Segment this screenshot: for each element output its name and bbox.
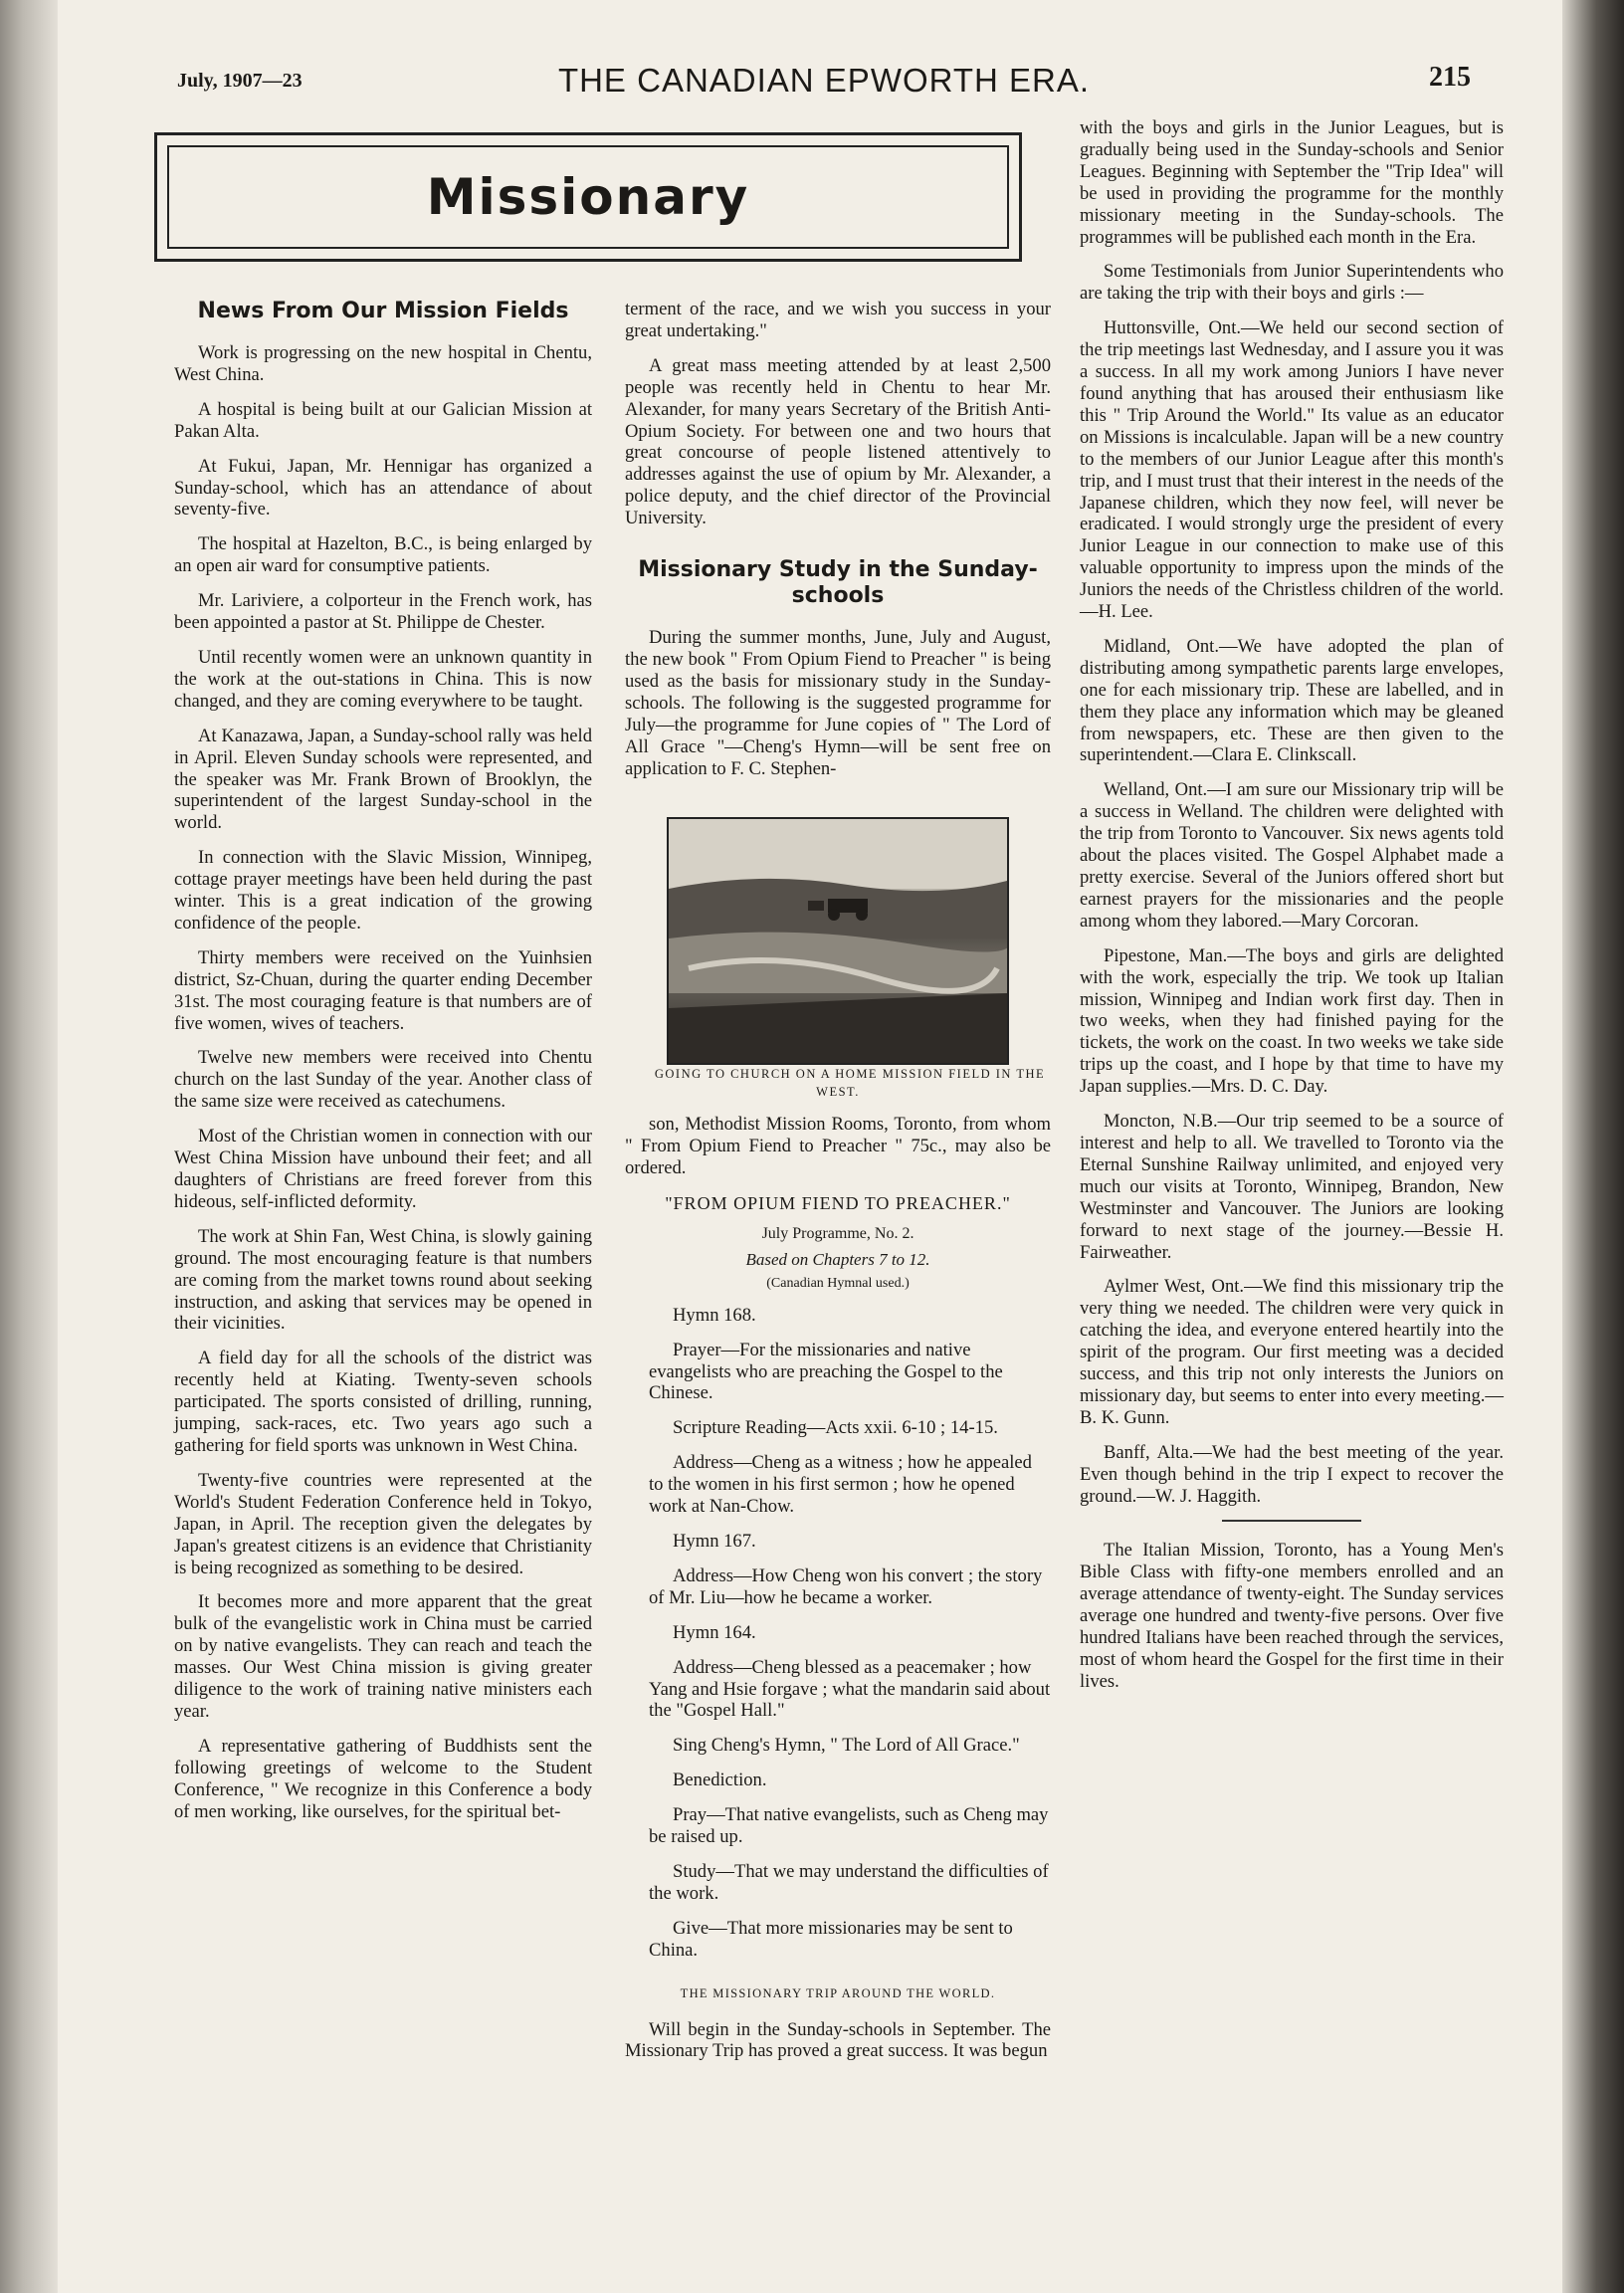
programme-item: Prayer—For the missionaries and native evangelists who are preaching the Gospel to the Chinese. [649, 1339, 1003, 1404]
news-paragraph: A field day for all the schools of the district was recently held at Kiating. Twenty-seven schools participated. The sports consisted of drilling, running, jumping, sack-races, etc. Two years ago such a gathering for field sports was unknown in West China. [174, 1348, 592, 1456]
programme-item: Address—How Cheng won his convert ; the story of Mr. Liu—how he became a worker. [649, 1564, 1043, 1608]
section-banner [154, 132, 1022, 262]
news-paragraph: It becomes more and more apparent that the great bulk of the evangelistic work in China must be carried on by native evangelists. They can reach and teach the masses. Our West China mission is giving greater diligence to the work of training native ministers each year. [174, 1591, 592, 1722]
trip-paragraph: Will begin in the Sunday-schools in September. The Missionary Trip has proved a great success. It was begun [625, 2018, 1051, 2062]
news-paragraph: Thirty members were received on the Yuinhsien district, Sz-Chuan, during the quarter ending December 31st. The most couraging feature is that numbers are of five women, wives of teachers. [174, 946, 592, 1034]
section-divider [1222, 1520, 1361, 1522]
testimonial-paragraph: Moncton, N.B.—Our trip seemed to be a source of interest and help to all. We travelled to Toronto via the Eternal Sunshine Railway unlimited, and enjoyed very much our visits at Toronto, Winnipeg, Brandon, New Westminster and Vancouver. The Juniors are looking forward to next stage of the journey.—Bessie H. Fairweather. [1080, 1111, 1504, 1263]
mass-meeting-paragraph: A great mass meeting attended by at least 2,500 people was recently held in Chentu to hear Mr. Alexander, for many years Secretary of the British Anti-Opium Society. For between one and two hours that great concourse of people listened attentively to addresses against the use of opium by Mr. Alexander, a police deputy, and the chief director of the Provincial University. [625, 354, 1051, 529]
programme-item: Sing Cheng's Hymn, " The Lord of All Grace." [673, 1735, 1020, 1757]
news-paragraph: Until recently women were an unknown quantity in the work at the out-stations in China. This is now changed, and they are coming everywhere to be taught. [174, 646, 592, 712]
news-paragraph: Twelve new members were received into Chentu church on the last Sunday of the year. Another class of the same size were received as catechumens. [174, 1047, 592, 1113]
programme-item: Study—That we may understand the difficulties of the work. [649, 1860, 1049, 1904]
programme-hymnal: (Canadian Hymnal used.) [766, 1275, 910, 1291]
column-2 [625, 299, 1051, 2075]
section-banner-inner [167, 145, 1009, 249]
page-number: 215 [1429, 62, 1471, 93]
news-paragraph: Mr. Lariviere, a colporteur in the French work, has been appointed a pastor at St. Philippe de Chester. [174, 590, 592, 634]
testimonial-paragraph: Banff, Alta.—We had the best meeting of the year. Even though behind in the trip I expect to recover the ground.—W. J. Haggith. [1080, 1441, 1504, 1507]
testimonial-paragraph: Huttonsville, Ont.—We held our second section of the trip meetings last Wednesday, and I assure you it was a success. In all my work among Juniors I have never found anything that has aroused their enthusiasm like this " Trip Around the World." Its value as an educator on Missions is incalculable. Japan will be a new country to the members of our Junior League after this month's trip, and I must trust that their interest in the needs of the Japanese children, which they now feel, will never be eradicated. I would strongly urge the president of every Junior League in our connection to make use of this valuable opportunity to impress upon the minds of the Juniors the needs of the Christless children of the world.—H. Lee. [1080, 317, 1504, 623]
study-heading: Missionary Study in the Sunday-schools [638, 557, 1038, 609]
programme-basis: Based on Chapters 7 to 12. [745, 1249, 930, 1269]
programme-item: Pray—That native evangelists, such as Cheng may be raised up. [649, 1804, 1049, 1848]
column-3 [1080, 117, 1504, 1706]
programme-item: Hymn 164. [673, 1621, 756, 1643]
news-paragraph: Most of the Christian women in connection with our West China Mission have unbound their feet; and all daughters of Christians are freed forever from this hideous, self-inflicted deformity. [174, 1126, 592, 1212]
news-paragraph: At Fukui, Japan, Mr. Hennigar has organized a Sunday-school, which has an attendance of about seventy-five. [174, 455, 592, 521]
testimonial-paragraph: Pipestone, Man.—The boys and girls are delighted with the work, especially the trip. We took up Italian mission, Winnipeg and Indian work first day. Then in two weeks, when they had finished paying for the tickets, the work on the coast. In two weeks we take side trips up the coast, and I hope by that time to have my Japan supplies.—Mrs. D. C. Day. [1080, 944, 1504, 1098]
mission-photograph [667, 817, 1009, 1065]
programme-number: July Programme, No. 2. [761, 1225, 914, 1243]
programme-title: "FROM OPIUM FIEND TO PREACHER." [665, 1193, 1011, 1214]
running-header [177, 62, 1471, 102]
page-binding-edge [0, 0, 58, 2293]
wagon-scene-image [669, 819, 1007, 1063]
programme-item: Benediction. [673, 1770, 767, 1791]
issue-date: July, 1907—23 [177, 70, 303, 92]
programme-item: Hymn 167. [673, 1531, 756, 1552]
news-paragraph: The hospital at Hazelton, B.C., is being enlarged by an open air ward for consumptive patients. [174, 533, 592, 577]
testimonials-intro: Some Testimonials from Junior Superintendents who are taking the trip with their boys and girls :— [1080, 261, 1504, 305]
programme-item: Scripture Reading—Acts xxii. 6-10 ; 14-15. [673, 1417, 998, 1439]
programme-item: Address—Cheng as a witness ; how he appealed to the women in his first sermon ; how he opened work at Nan-Chow. [649, 1452, 1032, 1518]
order-paragraph: son, Methodist Mission Rooms, Toronto, from whom " From Opium Fiend to Preacher " 75c., may also be ordered. [625, 1114, 1051, 1179]
journal-title: THE CANADIAN EPWORTH ERA. [557, 62, 1091, 99]
news-paragraph: A hospital is being built at our Galician Mission at Pakan Alta. [174, 398, 592, 442]
news-heading: News From Our Mission Fields [197, 299, 569, 323]
testimonial-paragraph: Aylmer West, Ont.—We find this missionary trip the very thing we needed. The children were very quick in catching the idea, and everyone entered heartily into the spirit of the program. Our first meeting was a decided success, and this trip not only interests the Juniors on missionary day, but seems to enter into every meeting.—B. K. Gunn. [1080, 1276, 1504, 1428]
study-paragraph: During the summer months, June, July and August, the new book " From Opium Fiend to Preacher " is being used as the basis for missionary study in the Sunday-schools. The following is the suggested programme for July—the programme for June copies of " The Lord of All Grace "—Cheng's Hymn—will be sent free on application to F. C. Stephen- [625, 627, 1051, 779]
news-paragraph: The work at Shin Fan, West China, is slowly gaining ground. The most encouraging feature is that numbers are coming from the market towns round about seeking instruction, and asking that services may be opened in their vicinities. [174, 1225, 592, 1335]
page-right-edge [1562, 0, 1624, 2293]
news-paragraph: In connection with the Slavic Mission, Winnipeg, cottage prayer meetings have been held during the past winter. This is a great indication of the growing confidence of the people. [174, 847, 592, 934]
news-paragraph: A representative gathering of Buddhists sent the following greetings of welcome to the Student Conference, " We recognize in this Conference a body of men working, like ourselves, for the spiritual bet- [174, 1735, 592, 1822]
testimonial-paragraph: Welland, Ont.—I am sure our Missionary trip will be a success in Welland. The children were delighted with the trip from Toronto to Vancouver. Six news agents told about the places visited. The Gospel Alphabet made a pretty exercise. Several of the Juniors offered short but earnest prayers for the missionaries and the people among whom they labored.—Mary Corcoran. [1080, 779, 1504, 932]
news-paragraph: Twenty-five countries were represented at the World's Student Federation Conference held in Tokyo, Japan, in April. The reception given the delegates by Japan's greatest citizens is an evidence that Christianity is being recognized as something to be desired. [174, 1469, 592, 1578]
continued-paragraph: terment of the race, and we wish you success in your great undertaking." [625, 299, 1051, 341]
column-1 [174, 299, 592, 1835]
photo-caption: GOING TO CHURCH ON A HOME MISSION FIELD IN THE WEST. [654, 1067, 1046, 1100]
news-paragraph: Work is progressing on the new hospital in Chentu, West China. [174, 342, 592, 385]
news-paragraph: At Kanazawa, Japan, a Sunday-school rally was held in April. Eleven Sunday schools were represented, and the speaker was Mr. Frank Brown of Brooklyn, the superintendent of the largest Sunday-school in the world. [174, 725, 592, 834]
programme-item: Hymn 168. [673, 1304, 756, 1326]
programme-item: Give—That more missionaries may be sent to China. [649, 1917, 1013, 1961]
trip-continued-paragraph: with the boys and girls in the Junior Leagues, but is gradually being used in the Sunday-schools and Senior Leagues. Beginning with September the "Trip Idea" will be used in providing the programme for the monthly missionary meeting in the Sunday-schools. The programmes will be published each month in the Era. [1080, 117, 1504, 248]
section-title: Missionary [426, 168, 750, 226]
programme-item: Address—Cheng blessed as a peacemaker ; how Yang and Hsie forgave ; what the mandarin said about the "Gospel Hall." [649, 1656, 1051, 1722]
trip-heading: THE MISSIONARY TRIP AROUND THE WORLD. [680, 1985, 996, 2000]
testimonial-paragraph: Midland, Ont.—We have adopted the plan of distributing among sympathetic parents large envelopes, one for each missionary trip. These are labelled, and in them they place any information which may be gleaned from newspapers, etc. These are then given to the superintendent.—Clara E. Clinkscall. [1080, 635, 1504, 766]
italian-mission-paragraph: The Italian Mission, Toronto, has a Young Men's Bible Class with fifty-one members enrolled and an average attendance of twenty-eight. The Sunday services average one hundred and twenty-five persons. Over five hundred Italians have been reached through the services, most of whom heard the Gospel for the first time in their lives. [1080, 1540, 1504, 1692]
